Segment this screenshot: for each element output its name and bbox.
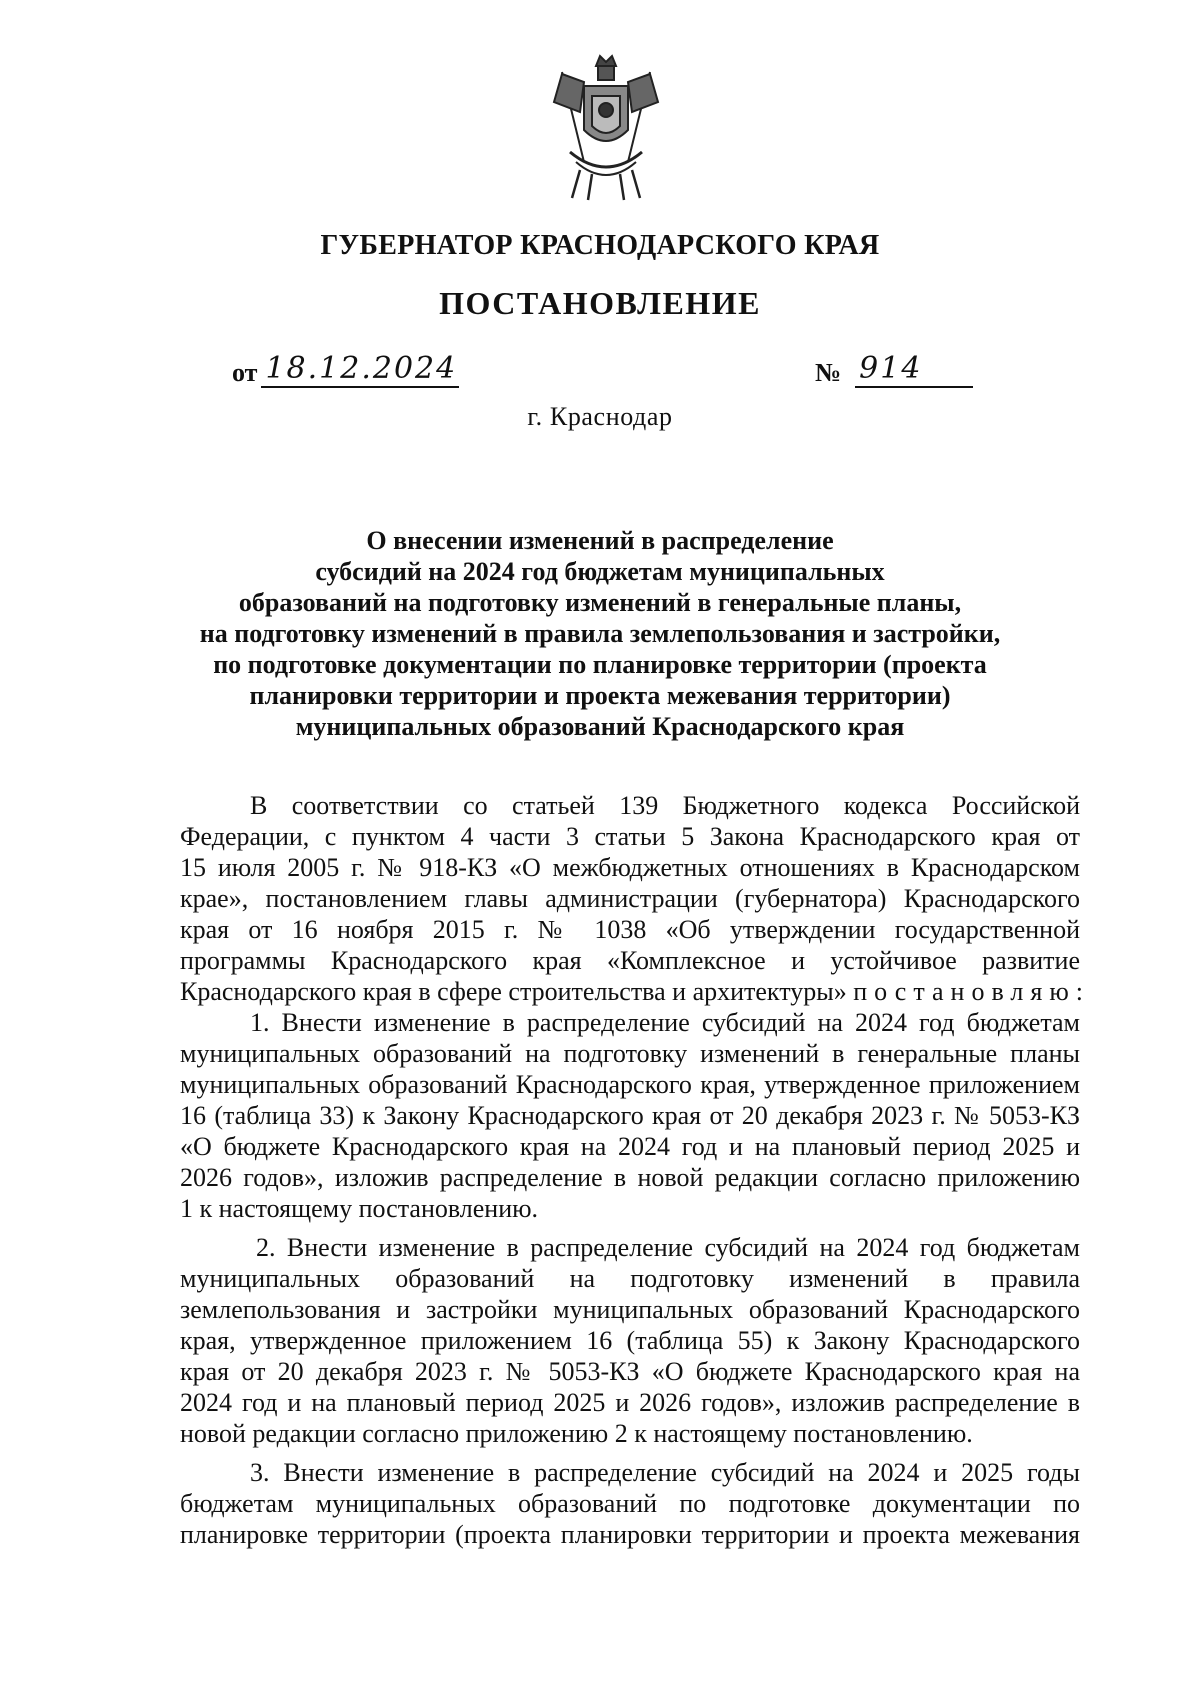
item-2-line: новой редакции согласно приложению 2 к настоящему постановлению. xyxy=(180,1419,973,1448)
number-field xyxy=(815,352,973,388)
item-3-line: бюджетам муниципальных образований по подготовке документации по xyxy=(180,1489,1080,1518)
item-2-line: 2024 год и на плановый период 2025 и 2026 годов», изложив распределение в xyxy=(180,1388,1080,1417)
item-1-line: муниципальных образований Краснодарского края, утвержденное приложением xyxy=(180,1070,1080,1099)
item-1-line: муниципальных образований на подготовку изменений в генеральные планы xyxy=(180,1039,1080,1068)
item-1-line: 2026 годов», изложив распределение в новой редакции согласно приложению xyxy=(180,1163,1080,1192)
city-line: г. Краснодар xyxy=(527,402,673,431)
title-line: планировки территории и проекта межевания территории) xyxy=(249,681,951,710)
item-2-line: 2. Внести изменение в распределение субсидий на 2024 год бюджетам xyxy=(256,1233,1080,1262)
item-3-line: 3. Внести изменение в распределение субсидий на 2024 и 2025 годы xyxy=(250,1458,1080,1487)
item-1-line: 16 (таблица 33) к Закону Краснодарского края от 20 декабря 2023 г. № 5053-КЗ xyxy=(180,1101,1080,1130)
title-line: на подготовку изменений в правила землепользования и застройки, xyxy=(199,619,1001,648)
item-2-line: края, утвержденное приложением 16 (таблица 55) к Закону Краснодарского xyxy=(180,1326,1080,1355)
date-label: от xyxy=(232,358,258,387)
preamble-line: крае», постановлением главы администрации (губернатора) Краснодарского xyxy=(180,884,1080,913)
title-line: О внесении изменений в распределение xyxy=(366,526,834,555)
document-title xyxy=(150,525,1050,742)
preamble-line: В соответствии со статьей 139 Бюджетного кодекса Российской xyxy=(250,791,1080,820)
item-1-line: 1 к настоящему постановлению. xyxy=(180,1194,539,1223)
date-field xyxy=(232,352,459,388)
item-3-line: планировке территории (проекта планировки территории и проекта межевания xyxy=(180,1520,1080,1549)
handwritten-date: 18.12.2024 xyxy=(261,352,459,388)
preamble-line: Федерации, с пунктом 4 части 3 статьи 5 Закона Краснодарского края от xyxy=(180,822,1080,851)
preamble-line: Краснодарского края в сфере строительства и архитектуры» xyxy=(180,977,847,1006)
number-label: № xyxy=(815,358,842,387)
decree-word: постановляю: xyxy=(853,977,1090,1006)
item-2-line: края от 20 декабря 2023 г. № 5053-КЗ «О бюджете Краснодарского края на xyxy=(180,1357,1080,1386)
preamble-line: края от 16 ноября 2015 г. № 1038 «Об утверждении государственной xyxy=(180,915,1080,944)
item-2-line: муниципальных образований на подготовку изменений в правила xyxy=(180,1264,1080,1293)
coat-of-arms-emblem xyxy=(540,52,672,202)
handwritten-number: 914 xyxy=(855,352,973,388)
preamble-line: 15 июля 2005 г. № 918-КЗ «О межбюджетных отношениях в Краснодарском xyxy=(180,853,1080,882)
item-1-line: 1. Внести изменение в распределение субсидий на 2024 год бюджетам xyxy=(250,1008,1080,1037)
item-1-line: «О бюджете Краснодарского края на 2024 год и на плановый период 2025 и xyxy=(180,1132,1080,1161)
title-line: муниципальных образований Краснодарского края xyxy=(295,712,905,741)
preamble-line: программы Краснодарского края «Комплексное и устойчивое развитие xyxy=(180,946,1080,975)
document-type: ПОСТАНОВЛЕНИЕ xyxy=(439,285,761,321)
title-line: субсидий на 2024 год бюджетам муниципальных xyxy=(315,557,885,586)
title-line: по подготовке документации по планировке территории (проекта xyxy=(213,650,987,679)
document-body xyxy=(180,790,1090,1550)
item-2-line: землепользования и застройки муниципальных образований Краснодарского xyxy=(180,1295,1080,1324)
issuing-authority: ГУБЕРНАТОР КРАСНОДАРСКОГО КРАЯ xyxy=(320,230,880,261)
title-line: образований на подготовку изменений в генеральные планы, xyxy=(238,588,962,617)
preamble-last-line xyxy=(180,976,1090,1007)
